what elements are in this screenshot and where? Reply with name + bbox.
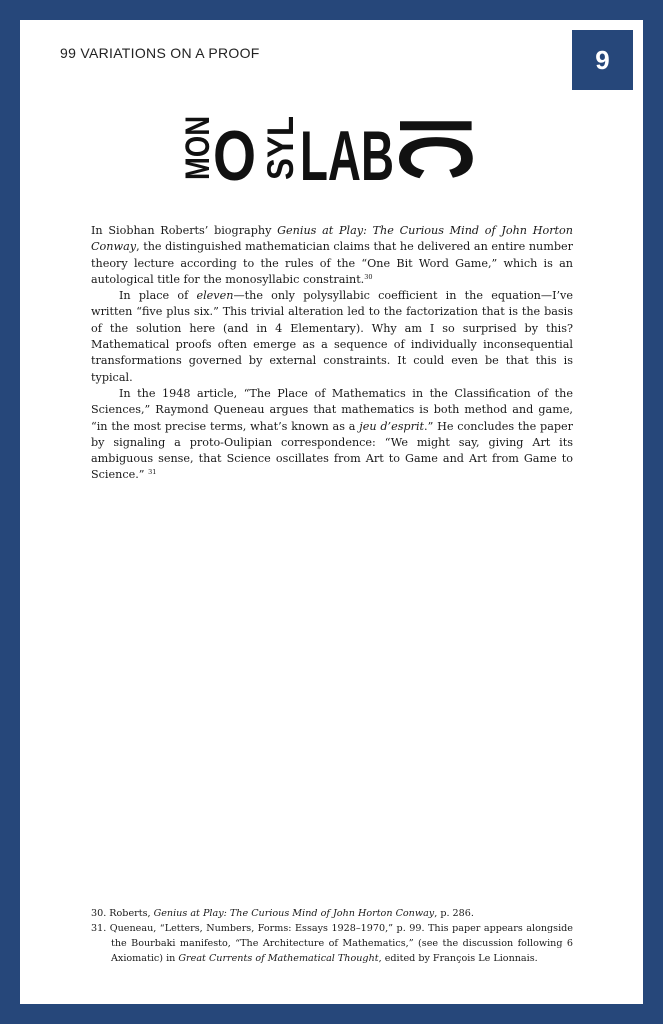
running-title: 99 VARIATIONS ON A PROOF [60,45,260,61]
footnote-31: 31. Queneau, “Letters, Numbers, Forms: Essays 1928–1970,” p. 99. This paper appears alongside the Bourbaki manifesto, “The Architecture of Mathematics,” (see the discussion following 6 Axiomatic) in Great Currents of Mathematical Thought, edited by François Le Lionnais. [91,923,573,964]
title-segment-lab: LAB [300,117,394,196]
paragraph-1: In Siobhan Roberts’ biography Genius at Play: The Curious Mind of John Horton Conway, the distinguished mathematician claims that he delivered an entire number theory lecture according to the rules of the “One Bit Word Game,” which is an autological title for the monosyllabic constraint.$^{30}$ [91,224,573,286]
title-segment-o: O [213,117,256,196]
paragraph-3: In the 1948 article, “The Place of Mathematics in the Classification of the Sciences,” Raymond Queneau argues that mathematics is both method and game, “in the most precise terms, what’s known as a jeu d’esprit.” He concludes the paper by signaling a proto-Oulipian correspondence: “We might say, giving Art its ambiguous sense, that Science oscillates from Art to Game and Art from Game to Science.” $^{31}$ [91,386,573,482]
footnote-30: 30. Roberts, Genius at Play: The Curious Mind of John Horton Conway, p. 286. [91,908,474,919]
book-page [20,20,643,1004]
title-segment-syl: SYL [260,108,301,180]
book-title: Genius at Play: The Curious Mind of John Horton Conway [91,224,573,254]
footnotes [91,906,573,966]
monosyllabic-title-art [20,20,643,220]
title-segment-ic: IC [377,117,493,169]
title-segment-mon: MON [178,103,218,180]
chapter-number: 9 [595,44,610,75]
emphasis-jeu-desprit: jeu d’esprit [359,419,425,433]
footnote-ref-30[interactable]: 30 [364,272,373,281]
footnote-ref-31[interactable]: 31 [148,468,157,477]
emphasis-eleven: eleven [196,289,234,303]
paragraph-2: In place of eleven—the only polysyllabic coefficient in the equation—I’ve written “five plus six.” This trivial alteration led to the factorization that is the basis of the solution here (and in 4 Elementary). Why am I so surprised by this? Mathematical proofs often emerge as a sequence of individually inconsequential transformations governed by external constraints. It could even be that this is typical. [91,289,573,384]
body-text [91,223,573,484]
